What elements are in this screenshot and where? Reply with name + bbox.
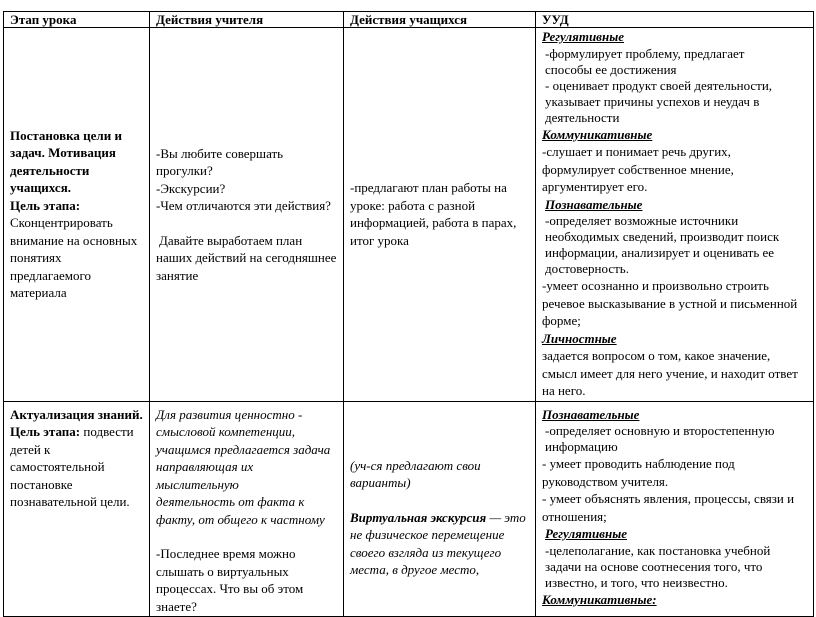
students-line: (уч-ся предлагают свои	[350, 457, 481, 473]
teacher-line: знаете?	[156, 598, 197, 614]
uud-line: -слушает и понимает речь других,	[542, 144, 731, 159]
spacer	[156, 528, 339, 545]
uud-line: форме;	[542, 313, 581, 328]
row1-teacher-cell	[150, 28, 344, 402]
teacher-line: занятие	[156, 267, 199, 283]
uud-line: речевое высказывание в устной и письменной	[542, 295, 798, 311]
uud-line: информации, анализирует и оценивать ее	[545, 245, 775, 260]
stage-text: деятельности учащихся.	[10, 162, 90, 196]
teacher-line: -Вы любите совершать	[156, 145, 284, 161]
teacher-line: -Последнее время можно	[156, 546, 296, 561]
students-line: места, в другое место,	[350, 562, 480, 577]
uud-line: смысл имеет для него учение, и находит ответ	[542, 365, 798, 381]
row1-students-cell	[344, 28, 536, 402]
row2-teacher-cell	[150, 401, 344, 617]
uud-line: информацию	[545, 439, 618, 454]
stage-text: внимание на основных	[10, 232, 138, 248]
uud-line: -умеет осознанно и произвольно строить	[542, 278, 769, 293]
row1-stage-cell	[4, 28, 150, 402]
teacher-line: факту, от общего к частному	[156, 511, 325, 527]
stage-text: познавательной цели.	[10, 494, 130, 509]
header-student-actions: Действия учащихся	[344, 12, 536, 28]
stage-text: Сконцентрировать	[10, 215, 113, 231]
virtual-excursion-term: Виртуальная экскурсия	[350, 509, 487, 525]
teacher-line: слышать о виртуальных	[156, 563, 289, 579]
teacher-line: прогулки?	[156, 163, 213, 178]
teacher-line: -Экскурсии?	[156, 180, 226, 196]
students-line: -предлагают план работы на	[350, 180, 507, 196]
row2-stage-cell	[4, 401, 150, 617]
spacer	[350, 492, 531, 509]
spacer	[350, 406, 531, 423]
stage-text: Актуализация знаний.	[10, 406, 143, 422]
students-line: информацией, работа в парах,	[350, 215, 517, 231]
lesson-plan-table	[3, 11, 814, 617]
stage-text: постановке	[10, 476, 73, 492]
teacher-line: учащимся предлагается задача	[156, 441, 331, 457]
students-line: уроке: работа с разной	[350, 197, 476, 213]
uud-line: задается вопросом о том, какое значение,	[542, 348, 771, 363]
uud-line: формулирует собственное мнение,	[542, 161, 734, 177]
uud-line: необходимых сведений, производит поиск	[545, 229, 780, 244]
spacer	[156, 215, 339, 232]
teacher-line: -Чем отличаются эти действия?	[156, 198, 331, 213]
stage-text: детей к самостоятельной	[10, 441, 105, 474]
uud-line: задачи на основе соотнесения того, что	[545, 558, 763, 574]
uud-communicative-title: Коммуникативные	[542, 126, 653, 142]
table-row	[4, 401, 814, 617]
uud-line: -определяет основную и второстепенную	[545, 423, 775, 438]
uud-line: - оценивает продукт своей деятельности,	[545, 77, 773, 93]
stage-goal-line	[10, 423, 145, 441]
row2-uud-cell	[536, 401, 814, 617]
students-line: итог урока	[350, 232, 409, 248]
spacer	[350, 423, 531, 440]
uud-line: деятельности	[545, 109, 620, 125]
table-row	[4, 28, 814, 402]
stage-goal-label: Цель этапа:	[10, 424, 81, 439]
uud-personal-title: Личностные	[542, 330, 617, 346]
row1-uud-cell	[536, 28, 814, 402]
uud-regulative-title: Регулятивные	[542, 29, 624, 44]
header-teacher-actions: Действия учителя	[150, 12, 344, 28]
students-line: варианты)	[350, 475, 411, 490]
uud-cognitive-title: Познавательные	[545, 196, 643, 212]
teacher-line: Для развития ценностно -	[156, 406, 303, 422]
uud-regulative-title: Регулятивные	[545, 526, 627, 541]
stage-goal-label: Цель этапа:	[10, 197, 81, 213]
teacher-line: Давайте выработаем план	[159, 232, 303, 248]
row2-students-cell	[344, 401, 536, 617]
teacher-line: наших действий на сегодняшнее	[156, 250, 337, 265]
spacer	[350, 440, 531, 457]
uud-line: аргументирует его.	[542, 179, 648, 194]
stage-text: задач. Мотивация	[10, 145, 116, 161]
uud-line: отношения;	[542, 508, 607, 524]
uud-line: способы ее достижения	[545, 61, 677, 77]
students-line: своего взгляда из текущего	[350, 544, 502, 560]
students-text: — это	[486, 509, 526, 525]
teacher-line: направляющая их мыслительную	[156, 459, 254, 492]
students-line: не физическое перемещение	[350, 527, 505, 542]
teacher-line: смысловой компетенции,	[156, 424, 296, 439]
teacher-line: деятельность от факта к	[156, 494, 305, 509]
uud-line: на него.	[542, 383, 586, 398]
uud-line: - умеет проводить наблюдение под	[542, 456, 735, 471]
uud-line: -определяет возможные источники	[545, 213, 739, 228]
header-stage: Этап урока	[4, 12, 150, 28]
uud-line: - умеет объяснять явления, процессы, связи и	[542, 491, 795, 506]
table-header-row	[4, 12, 814, 28]
uud-line: достоверность.	[545, 261, 629, 276]
uud-line: -формулирует проблему, предлагает	[545, 45, 745, 61]
uud-line: руководством учителя.	[542, 473, 669, 489]
header-uud: УУД	[536, 12, 814, 28]
stage-text: материала	[10, 285, 67, 301]
uud-line: известно, и того, что неизвестно.	[545, 574, 728, 590]
students-line	[350, 509, 531, 527]
uud-communicative-title: Коммуникативные:	[542, 591, 657, 607]
stage-text: понятиях предлагаемого	[10, 250, 92, 283]
uud-line: -целеполагание, как постановка учебной	[545, 542, 771, 558]
uud-line: указывает причины успехов и неудач в	[545, 93, 760, 109]
uud-cognitive-title: Познавательные	[542, 406, 640, 422]
stage-text: Постановка цели и	[10, 127, 122, 143]
teacher-line: процессах. Что вы об этом	[156, 581, 304, 596]
stage-text: подвести	[80, 424, 134, 439]
